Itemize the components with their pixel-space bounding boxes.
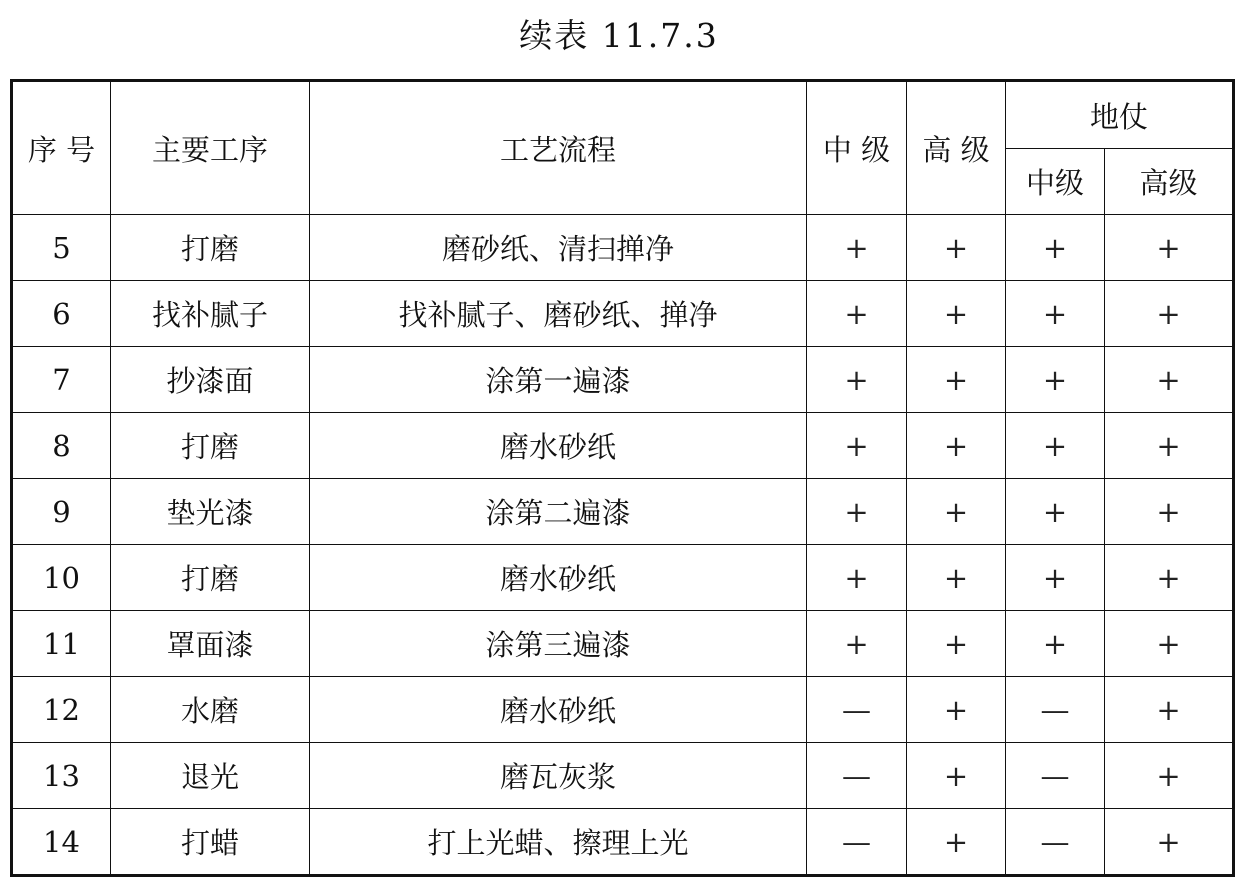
- cell-high: +: [907, 413, 1006, 479]
- cell-high: +: [907, 281, 1006, 347]
- cell-floor-high: +: [1105, 677, 1234, 743]
- cell-floor-mid: +: [1006, 413, 1105, 479]
- cell-index: 6: [12, 281, 111, 347]
- cell-high: +: [907, 479, 1006, 545]
- cell-process: 打蜡: [111, 809, 310, 876]
- cell-floor-high: +: [1105, 611, 1234, 677]
- cell-process: 打磨: [111, 413, 310, 479]
- cell-index: 8: [12, 413, 111, 479]
- cell-floor-mid: +: [1006, 545, 1105, 611]
- cell-mid: +: [807, 479, 907, 545]
- cell-mid: +: [807, 347, 907, 413]
- cell-floor-mid: —: [1006, 743, 1105, 809]
- cell-index: 13: [12, 743, 111, 809]
- cell-process: 打磨: [111, 545, 310, 611]
- table-row: [12, 347, 1234, 413]
- header-flow: 工艺流程: [310, 81, 807, 215]
- header-row-top: [12, 81, 1234, 149]
- cell-flow: 磨水砂纸: [310, 413, 807, 479]
- cell-high: +: [907, 809, 1006, 876]
- cell-flow: 打上光蜡、擦理上光: [310, 809, 807, 876]
- cell-mid: —: [807, 809, 907, 876]
- cell-index: 12: [12, 677, 111, 743]
- cell-floor-mid: —: [1006, 677, 1105, 743]
- table-row: [12, 809, 1234, 876]
- cell-mid: +: [807, 281, 907, 347]
- cell-process: 找补腻子: [111, 281, 310, 347]
- cell-high: +: [907, 677, 1006, 743]
- table-row: [12, 677, 1234, 743]
- header-floor-group: 地仗: [1006, 81, 1234, 149]
- cell-high: +: [907, 611, 1006, 677]
- cell-flow: 涂第三遍漆: [310, 611, 807, 677]
- cell-flow: 磨水砂纸: [310, 545, 807, 611]
- cell-mid: —: [807, 677, 907, 743]
- header-process: 主要工序: [111, 81, 310, 215]
- cell-floor-high: +: [1105, 809, 1234, 876]
- cell-high: +: [907, 743, 1006, 809]
- cell-high: +: [907, 545, 1006, 611]
- cell-floor-high: +: [1105, 347, 1234, 413]
- cell-flow: 磨砂纸、清扫掸净: [310, 215, 807, 281]
- cell-process: 罩面漆: [111, 611, 310, 677]
- cell-floor-high: +: [1105, 545, 1234, 611]
- cell-floor-high: +: [1105, 413, 1234, 479]
- cell-floor-mid: +: [1006, 611, 1105, 677]
- cell-process: 水磨: [111, 677, 310, 743]
- table-body: [12, 215, 1234, 876]
- cell-mid: +: [807, 545, 907, 611]
- cell-process: 打磨: [111, 215, 310, 281]
- cell-flow: 涂第一遍漆: [310, 347, 807, 413]
- header-high: 高 级: [907, 81, 1006, 215]
- cell-floor-high: +: [1105, 281, 1234, 347]
- cell-floor-high: +: [1105, 479, 1234, 545]
- cell-index: 14: [12, 809, 111, 876]
- header-floor-high: 高级: [1105, 149, 1234, 215]
- cell-floor-high: +: [1105, 743, 1234, 809]
- cell-index: 7: [12, 347, 111, 413]
- cell-high: +: [907, 347, 1006, 413]
- cell-mid: +: [807, 215, 907, 281]
- table-row: [12, 743, 1234, 809]
- header-floor-mid: 中级: [1006, 149, 1105, 215]
- table-row: [12, 611, 1234, 677]
- table-row: [12, 479, 1234, 545]
- cell-floor-mid: +: [1006, 347, 1105, 413]
- cell-index: 10: [12, 545, 111, 611]
- cell-index: 11: [12, 611, 111, 677]
- cell-index: 5: [12, 215, 111, 281]
- table-row: [12, 215, 1234, 281]
- cell-flow: 找补腻子、磨砂纸、掸净: [310, 281, 807, 347]
- table-row: [12, 545, 1234, 611]
- cell-floor-mid: +: [1006, 215, 1105, 281]
- cell-process: 垫光漆: [111, 479, 310, 545]
- cell-flow: 涂第二遍漆: [310, 479, 807, 545]
- cell-mid: —: [807, 743, 907, 809]
- cell-process: 退光: [111, 743, 310, 809]
- cell-floor-mid: —: [1006, 809, 1105, 876]
- cell-mid: +: [807, 413, 907, 479]
- process-table: [10, 79, 1235, 877]
- cell-process: 抄漆面: [111, 347, 310, 413]
- table-caption: 续表 11.7.3: [519, 16, 719, 55]
- cell-index: 9: [12, 479, 111, 545]
- cell-floor-mid: +: [1006, 281, 1105, 347]
- table-row: [12, 281, 1234, 347]
- header-mid: 中 级: [807, 81, 907, 215]
- cell-floor-mid: +: [1006, 479, 1105, 545]
- cell-floor-high: +: [1105, 215, 1234, 281]
- table-row: [12, 413, 1234, 479]
- cell-high: +: [907, 215, 1006, 281]
- cell-flow: 磨瓦灰浆: [310, 743, 807, 809]
- cell-flow: 磨水砂纸: [310, 677, 807, 743]
- cell-mid: +: [807, 611, 907, 677]
- header-index: 序 号: [12, 81, 111, 215]
